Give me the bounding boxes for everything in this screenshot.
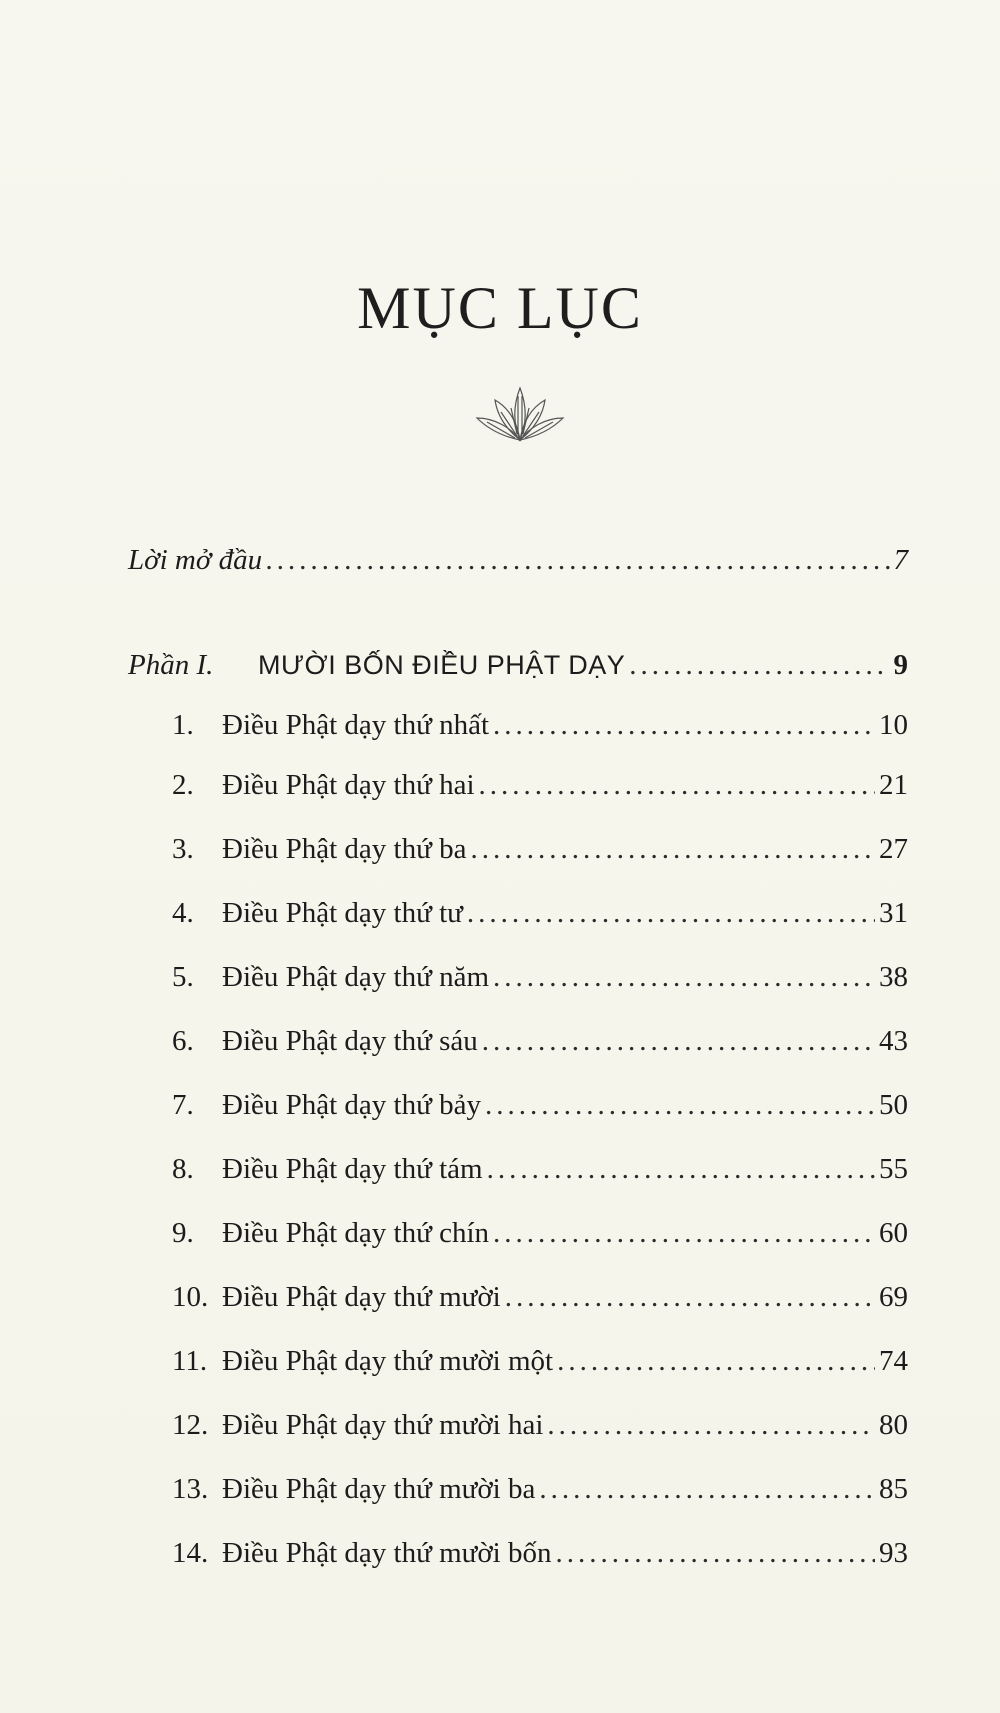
toc-entry-row[interactable] xyxy=(172,1469,908,1509)
toc-entry-page: 31 xyxy=(879,897,908,929)
toc-entry-label: Điều Phật dạy thứ chín xyxy=(222,1217,490,1249)
toc-part-row[interactable] xyxy=(128,645,908,685)
toc-entry-label: Điều Phật dạy thứ mười một xyxy=(222,1345,554,1377)
toc-entry-row[interactable] xyxy=(172,1277,908,1317)
toc-entry-label: Điều Phật dạy thứ hai xyxy=(222,769,475,801)
dot-leader xyxy=(629,645,889,685)
dot-leader xyxy=(505,1277,875,1317)
toc-entry-number: 8. xyxy=(172,1153,194,1185)
dot-leader xyxy=(539,1469,875,1509)
toc-entry-page: 38 xyxy=(879,961,908,993)
dot-leader xyxy=(482,1021,875,1061)
toc-entry-row[interactable] xyxy=(172,1341,908,1381)
toc-entry-number: 2. xyxy=(172,769,194,801)
toc-entry-number: 3. xyxy=(172,833,194,865)
toc-entry-number: 5. xyxy=(172,961,194,993)
toc-entry-label: Điều Phật dạy thứ mười xyxy=(222,1281,501,1313)
toc-entry-page: 10 xyxy=(879,709,908,741)
dot-leader xyxy=(470,829,875,869)
toc-entry-row[interactable] xyxy=(172,829,908,869)
toc-entry-page: 85 xyxy=(879,1473,908,1505)
toc-entry-label: Điều Phật dạy thứ tư xyxy=(222,897,463,929)
toc-entry-label: Điều Phật dạy thứ sáu xyxy=(222,1025,478,1057)
toc-entry-number: 9. xyxy=(172,1217,194,1249)
toc-entry-number: 13. xyxy=(172,1473,209,1505)
toc-entry-number: 12. xyxy=(172,1409,209,1441)
toc-entry-page: 50 xyxy=(879,1089,908,1121)
toc-entry-row[interactable] xyxy=(172,1149,908,1189)
dot-leader xyxy=(487,1149,875,1189)
toc-entry-number: 14. xyxy=(172,1537,209,1569)
lotus-icon xyxy=(465,378,575,448)
toc-entry-row[interactable] xyxy=(172,1405,908,1445)
toc-entry-label: Điều Phật dạy thứ mười ba xyxy=(222,1473,536,1505)
dot-leader xyxy=(479,765,875,805)
toc-entry-number: 4. xyxy=(172,897,194,929)
dot-leader xyxy=(493,1213,875,1253)
toc-entry-label: Điều Phật dạy thứ mười bốn xyxy=(222,1537,552,1569)
toc-entry-label: Điều Phật dạy thứ bảy xyxy=(222,1089,481,1121)
dot-leader xyxy=(493,705,875,745)
dot-leader xyxy=(557,1341,875,1381)
toc-entry-page: 74 xyxy=(879,1345,908,1377)
toc-entry-page: 93 xyxy=(879,1537,908,1569)
toc-entry-label: Điều Phật dạy thứ nhất xyxy=(222,709,490,741)
dot-leader xyxy=(493,957,875,997)
toc-entry-label: Điều Phật dạy thứ mười hai xyxy=(222,1409,544,1441)
toc-entry-page: 27 xyxy=(879,833,908,865)
toc-entry-number: 6. xyxy=(172,1025,194,1057)
toc-entry-row[interactable] xyxy=(172,1213,908,1253)
dot-leader xyxy=(547,1405,875,1445)
toc-entry-number: 7. xyxy=(172,1089,194,1121)
toc-entry-number: 11. xyxy=(172,1345,208,1377)
toc-entry-page: 55 xyxy=(879,1153,908,1185)
dot-leader xyxy=(556,1533,876,1573)
toc-entry-label: Điều Phật dạy thứ ba xyxy=(222,833,467,865)
toc-entry-number: 10. xyxy=(172,1281,209,1313)
toc-entry-row[interactable] xyxy=(172,1021,908,1061)
toc-entry-page: 43 xyxy=(879,1025,908,1057)
toc-entry-number: 1. xyxy=(172,709,194,741)
toc-part-number: Phần I. xyxy=(128,649,214,681)
toc-entry-row[interactable] xyxy=(172,705,908,745)
toc-entry-row[interactable] xyxy=(172,957,908,997)
page-title: MỤC LỤC xyxy=(357,275,643,341)
dot-leader xyxy=(266,540,889,580)
toc-entry-row[interactable] xyxy=(172,765,908,805)
toc-entry-page: 69 xyxy=(879,1281,908,1313)
toc-entry-page: 21 xyxy=(879,769,908,801)
toc-entry-row[interactable] xyxy=(172,893,908,933)
toc-intro-page: 7 xyxy=(893,544,908,576)
toc-entry-label: Điều Phật dạy thứ năm xyxy=(222,961,490,993)
toc-part-title: MƯỜI BỐN ĐIỀU PHẬT DẠY xyxy=(258,650,626,680)
toc-entry-page: 80 xyxy=(879,1409,908,1441)
dot-leader xyxy=(485,1085,875,1125)
toc-entry-page: 60 xyxy=(879,1217,908,1249)
toc-part-page: 9 xyxy=(893,649,908,681)
toc-entry-row[interactable] xyxy=(172,1085,908,1125)
toc-entry-label: Điều Phật dạy thứ tám xyxy=(222,1153,483,1185)
toc-intro-row[interactable] xyxy=(128,540,908,580)
toc-entry-row[interactable] xyxy=(172,1533,908,1573)
toc-intro-label: Lời mở đầu xyxy=(128,544,263,576)
dot-leader xyxy=(467,893,875,933)
